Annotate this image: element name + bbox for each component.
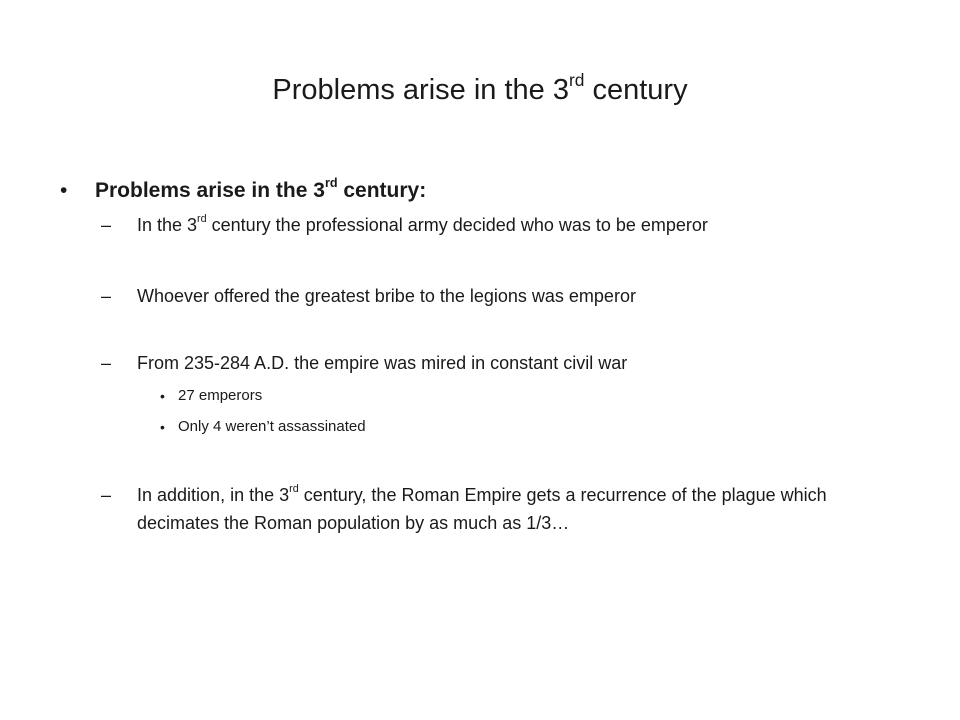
title-text: Problems arise in the 3: [272, 74, 569, 106]
main-bullet-lead: Problems arise in the 3: [95, 179, 325, 202]
bullet-icon: •: [160, 419, 165, 435]
sub-bullet-4-superscript: rd: [289, 483, 299, 496]
bullet-icon: •: [60, 179, 68, 202]
sub-bullet-4: [137, 481, 857, 537]
sub-bullet-1-tail: century the professional army decided who was to be emperor: [206, 215, 708, 235]
sub-bullet-3: From 235-284 A.D. the empire was mired in constant civil war: [137, 353, 628, 373]
sub-sub-bullet-1: 27 emperors: [178, 387, 263, 404]
main-bullet-text: [95, 176, 426, 206]
sub-bullet-1-lead: In the 3: [137, 215, 198, 235]
title-tail: century: [584, 74, 688, 106]
dash-icon: –: [101, 215, 112, 235]
sub-bullet-4-lead: In addition, in the 3: [137, 485, 290, 505]
sub-bullet-2: Whoever offered the greatest bribe to the legions was emperor: [137, 286, 636, 306]
sub-bullet-1-superscript: rd: [197, 213, 207, 226]
sub-bullet-4-tail: century, the Roman Empire gets a recurrence of the plague which decimates the Roman population by as much as 1/3…: [137, 485, 827, 533]
main-bullet-superscript: rd: [324, 176, 338, 191]
title-superscript: rd: [568, 69, 585, 90]
sub-sub-bullet-2: Only 4 weren’t assassinated: [178, 418, 366, 435]
bullet-icon: •: [160, 388, 165, 404]
dash-icon: –: [101, 286, 112, 306]
slide-title: [0, 69, 960, 108]
dash-icon: –: [101, 353, 112, 373]
main-bullet-tail: century:: [337, 179, 427, 202]
sub-bullet-1: [137, 211, 708, 239]
dash-icon: –: [101, 485, 112, 505]
